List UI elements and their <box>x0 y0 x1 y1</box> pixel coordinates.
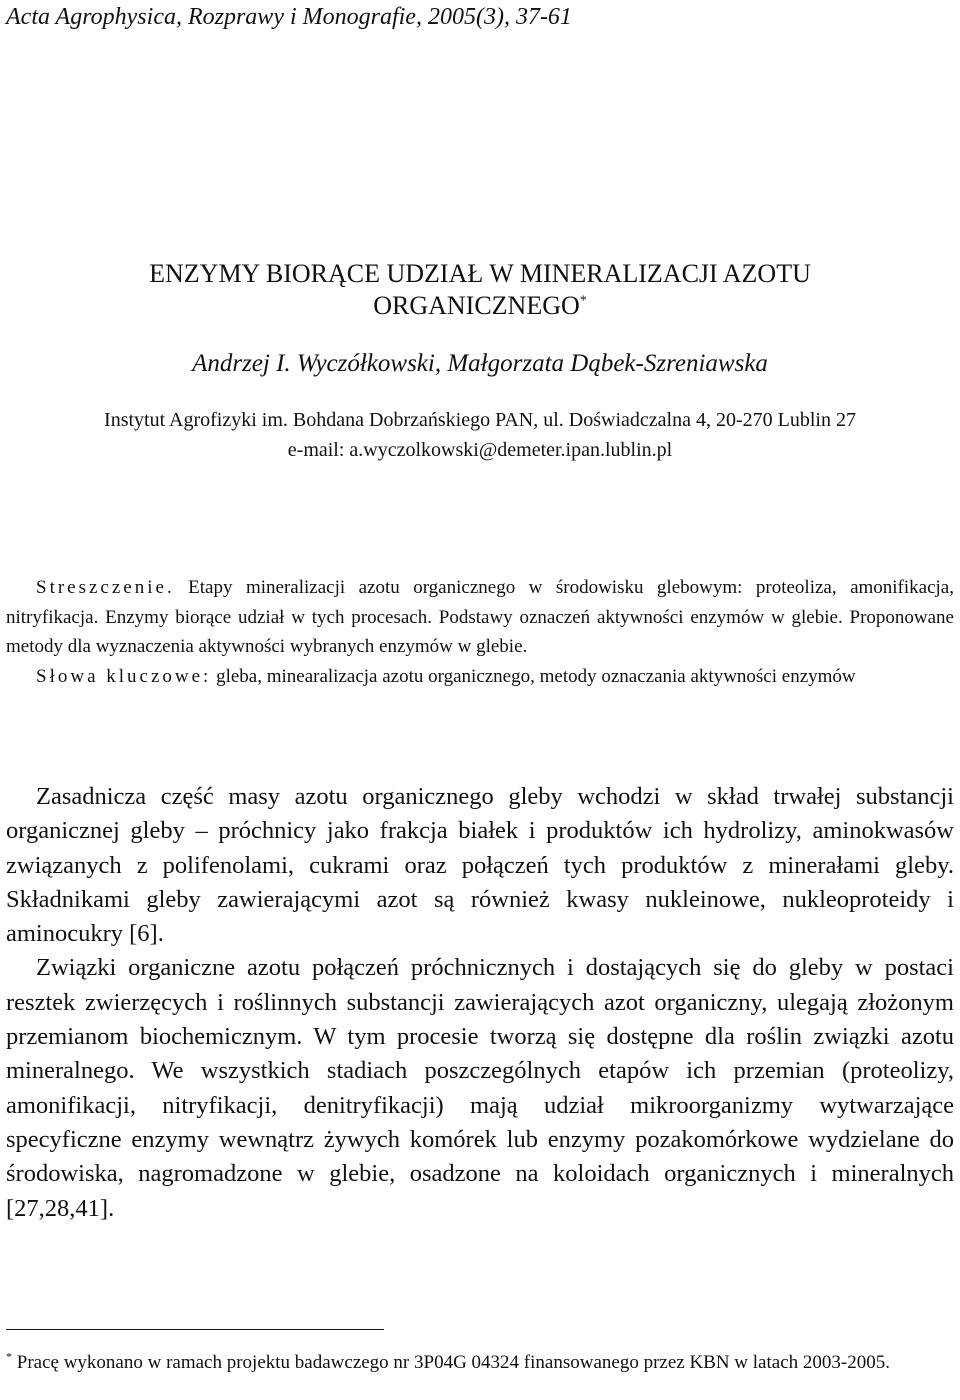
body-paragraph-2: Związki organiczne azotu połączeń próchnicznych i dostających się do gleby w postaci resztek zwierzęcych i roślinnych substancji zawierających azot organiczny, ulegają złożonym przemianom biochemicznym. W tym procesie tworzą się dostępne dla roślin związki azotu mineralnego. We wszystkich stadiach poszczególnych etapów ich przemian (proteolizy, amonifikacji, nitryfikacji, denitryfikacji) mają udział mikroorganizmy wytwarzające specyficzne enzymy wewnątrz żywych komórek lub enzymy pozakomórkowe wydzielane do środowiska, nagromadzone w glebie, osadzone na koloidach organicznych i mineralnych [27,28,41]. <box>6 954 954 1222</box>
footnote-marker: * <box>6 1349 12 1364</box>
affiliation-email: e-mail: a.wyczolkowski@demeter.ipan.lublin.pl <box>287 439 673 461</box>
paper-title <box>0 258 960 322</box>
abstract-label: Streszczenie. <box>36 577 175 598</box>
body-text <box>6 780 954 1226</box>
author-list: Andrzej I. Wyczółkowski, Małgorzata Dąbek-Szreniawska <box>192 350 768 377</box>
abstract-text: Etapy mineralizacji azotu organicznego w środowisku glebowym: proteoliza, amonifikacja, nitryfikacja. Enzymy biorące udział w tych procesach. Podstawy oznaczeń aktywności enzymów w glebie. Proponowane metody dla wyznaczenia aktywności wybranych enzymów w glebie. <box>6 577 954 658</box>
abstract-paragraph <box>6 573 954 662</box>
title-footnote-marker: * <box>579 293 587 309</box>
keywords-text: gleba, minearalizacja azotu organicznego, metody oznaczania aktywności enzymów <box>211 665 856 687</box>
abstract <box>6 573 954 691</box>
footnote-divider <box>6 1329 384 1330</box>
title-line-1: ENZYMY BIORĄCE UDZIAŁ W MINERALIZACJI AZOTU <box>149 259 811 288</box>
keywords-label: Słowa kluczowe: <box>36 665 212 687</box>
affiliation-institute: Instytut Agrofizyki im. Bohdana Dobrzańskiego PAN, ul. Doświadczalna 4, 20-270 Lublin 27 <box>104 409 856 431</box>
journal-citation: Acta Agrophysica, Rozprawy i Monografie, 2005(3), 37-61 <box>6 4 572 30</box>
body-paragraph-1: Zasadnicza część masy azotu organicznego gleby wchodzi w skład trwałej substancji organicznej gleby – próchnicy jako frakcja białek i produktów ich hydrolizy, aminokwasów związanych z polifenolami, cukrami oraz połączeń tych produktów z minerałami gleby. Składnikami gleby zawierającymi azot są również kwasy nukleinowe, nukleoproteidy i aminocukry [6]. <box>6 783 954 948</box>
affiliation <box>0 405 960 465</box>
footnote-text: Pracę wykonano w ramach projektu badawczego nr 3P04G 04324 finansowanego przez KBN w latach 2003-2005. <box>12 1352 890 1373</box>
title-line-2: ORGANICZNEGO <box>373 291 580 320</box>
footnote <box>6 1350 906 1376</box>
keywords-paragraph <box>6 662 954 692</box>
